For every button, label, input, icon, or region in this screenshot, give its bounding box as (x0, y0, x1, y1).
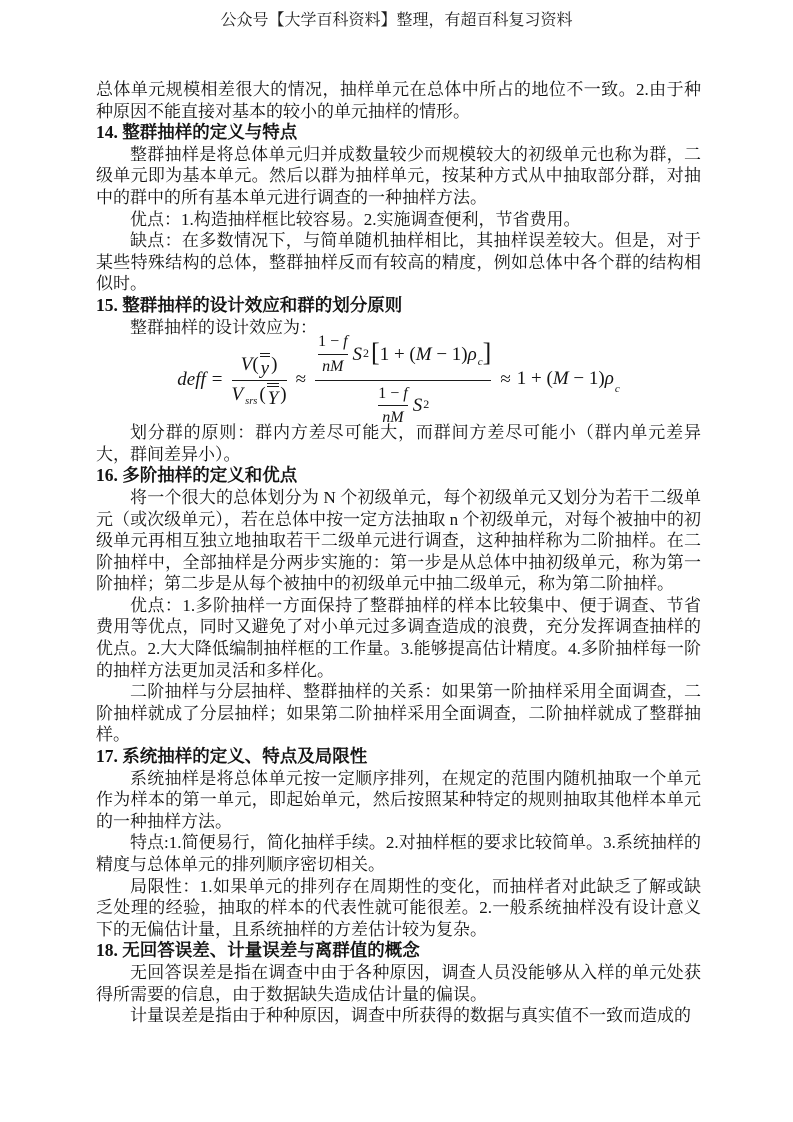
math-subscript-c: c (477, 355, 483, 368)
paragraph-cluster-principle: 划分群的原则：群内方差尽可能大，而群间方差尽可能小（群内单元差异大，群间差异小）。 (96, 423, 701, 464)
math-number: 1 + ( (516, 367, 553, 389)
math-subscript-c: c (614, 382, 620, 395)
math-symbol-V: V (231, 384, 244, 406)
fraction-bar (232, 380, 287, 381)
section-heading-16: 16. 多阶抽样的定义和优点 (96, 465, 298, 486)
paragraph-cluster-pros: 优点：1.构造抽样框比较容易。2.实施调查便利，节省费用。 (130, 209, 581, 229)
math-approx: ≈ (295, 369, 307, 391)
math-symbol-M: M (552, 367, 569, 389)
paragraph-multistage-definition: 将一个很大的总体划分为 N 个初级单元，每个初级单元又划分为若干二级单元（或次级单元），若在总体中按一定方法抽取 n 个初级单元，对每个被抽中的初级单元再相互独立地抽取若干二级单元进行调查，这种抽样称为二阶抽样。在二阶抽样中，全部抽样是分两步实施的：第一步是从总体中抽初级单元，称为第一阶抽样；第二步是从每个被抽中的初级单元中抽二级单元，称为第二阶抽样。 (96, 487, 701, 594)
fraction-denominator (232, 383, 287, 408)
math-number: 1 − (318, 333, 340, 351)
math-number: − 1) (436, 343, 468, 365)
fraction-bar (378, 405, 407, 406)
math-superscript-2: 2 (423, 396, 430, 411)
math-symbol-f: f (403, 384, 408, 402)
math-paren: ) (271, 354, 278, 376)
math-symbol-V: V (240, 354, 253, 376)
math-equals: = (211, 369, 223, 391)
paragraph-deff-intro: 整群抽样的设计效应为： (130, 317, 317, 337)
section-heading-14: 14. 整群抽样的定义与特点 (96, 122, 298, 143)
fraction-numerator (318, 331, 347, 353)
paragraph-measurement-error: 计量误差是指由于种种原因，调查中所获得的数据与真实值不一致而造成的 (130, 1006, 691, 1026)
formula-tail (517, 368, 620, 393)
fraction-numerator (241, 353, 278, 378)
math-symbol-f: f (343, 333, 348, 351)
section-heading-18: 18. 无回答误差、计量误差与离群值的概念 (96, 940, 420, 961)
fraction-bar (315, 380, 491, 381)
math-number: − 1) (573, 367, 605, 389)
math-number: 1 − (378, 384, 400, 402)
deff-formula (177, 331, 619, 428)
math-symbol-S: S (352, 343, 363, 365)
paragraph-intro-continued: 总体单元规模相差很大的情况，抽样单元在总体中所占的地位不一致。2.由于种种原因不能直接对基本的较小的单元抽样的情形。 (96, 80, 701, 121)
deff-formula-block (96, 333, 701, 427)
math-approx: ≈ (500, 369, 511, 391)
math-paren: ) (280, 384, 287, 406)
math-symbol-rho: ρ (467, 343, 477, 365)
math-paren: ( (252, 354, 259, 376)
paragraph-cluster-cons: 缺点：在多数情况下，与简单随机抽样相比，其抽样误差较大。但是，对于某些特殊结构的总体，整群抽样反而有较高的精度，例如总体中各个群的结构相似时。 (96, 231, 701, 294)
section-heading-17: 17. 系统抽样的定义、特点及局限性 (96, 746, 368, 767)
page-header: 公众号【大学百科资料】整理，有超百科复习资料 (220, 12, 573, 29)
fraction-main (315, 331, 491, 428)
fraction-main-numerator (315, 331, 491, 377)
section-heading-15: 15. 整群抽样的设计效应和群的划分原则 (96, 294, 403, 315)
math-superscript-2: 2 (363, 345, 370, 360)
paragraph-multistage-pros: 优点：1.多阶抽样一方面保持了整群抽样的样本比较集中、便于调查、节省费用等优点，同时又避免了对小单元过多调查造成的浪费，充分发挥调查抽样的优点。2.大大降低编制抽样框的工作量。3.能够提高估计精度。4.多阶抽样每一阶的抽样方法更加灵活和多样化。 (96, 595, 701, 680)
paragraph-nonresponse-error: 无回答误差是指在调查中由于各种原因，调查人员没能够从入样的单元处获得所需要的信息，由于数据缺失造成估计量的偏误。 (96, 962, 701, 1004)
doc-body (96, 79, 701, 1027)
paragraph-multistage-relation: 二阶抽样与分层抽样、整群抽样的关系：如果第一阶抽样采用全面调查，二阶抽样就成了分层抽样；如果第二阶抽样采用全面调查，二阶抽样就成了整群抽样。 (96, 682, 701, 745)
math-symbol-S: S (412, 394, 423, 416)
math-number: 1 + ( (379, 343, 416, 365)
math-symbol-deff: deff (177, 369, 206, 391)
math-symbol-nM: nM (382, 409, 404, 427)
fraction-numerator (378, 383, 407, 405)
paragraph-systematic-definition: 系统抽样是将总体单元按一定顺序排列，在规定的范围内随机抽取一个单元作为样本的第一单元，即起始单元，然后按照某种特定的规则抽取其他样本单元的一种抽样方法。 (96, 768, 701, 831)
fraction-sampling (318, 331, 347, 377)
fraction-bar (318, 354, 347, 355)
math-paren: ( (259, 384, 266, 406)
paragraph-systematic-limitations: 局限性：1.如果单元的排列存在周期性的变化，而抽样者对此缺乏了解或缺乏处理的经验，抽取的样本的代表性就可能很差。2.一般系统抽样没有设计意义下的无偏估计量，且系统抽样的方差估计较为复杂。 (96, 876, 701, 939)
math-symbol-ybar: y (259, 353, 271, 378)
math-symbol-M: M (415, 343, 432, 365)
math-subscript-srs: srs (245, 396, 258, 408)
paragraph-systematic-features: 特点:1.简便易行，简化抽样手续。2.对抽样框的要求比较简单。3.系统抽样的精度与总体单元的排列顺序密切相关。 (96, 833, 701, 874)
paragraph-cluster-definition: 整群抽样是将总体单元归并成数量较少而规模较大的初级单元也称为群，二级单元即为基本单元。然后以群为抽样单元，按某种方式从中抽取部分群，对抽中的群中的所有基本单元进行调查的一种抽样方法。 (96, 144, 701, 207)
math-symbol-rho: ρ (604, 367, 614, 389)
math-bracket-open: [ (371, 337, 380, 367)
math-symbol-Ybar: Y (266, 383, 281, 408)
fraction-variance-ratio (232, 353, 287, 408)
math-bracket-close: ] (482, 337, 492, 367)
math-symbol-nM: nM (322, 358, 344, 376)
